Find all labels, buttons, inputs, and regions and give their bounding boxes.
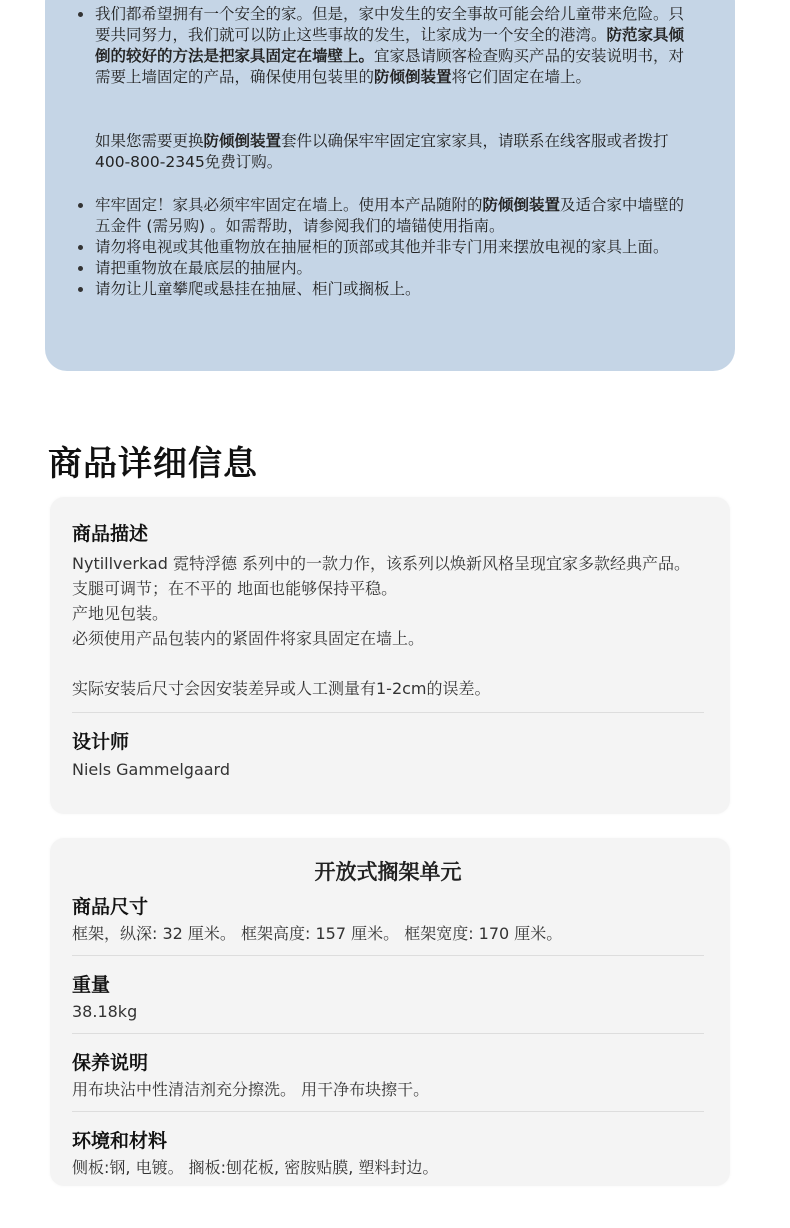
dimensions-text: 框架，纵深: 32 厘米。 框架高度: 157 厘米。 框架宽度: 170 厘米。 xyxy=(72,924,563,943)
page-section-title: 商品详细信息 xyxy=(48,444,258,484)
safety-notice-box xyxy=(45,0,735,371)
safety-replacement-paragraph: 如果您需要更换防倾倒装置套件以确保牢牢固定宜家家具，请联系在线客服或者拨打400-800-2345免费订购。 xyxy=(95,132,669,171)
description-text xyxy=(72,551,704,701)
spec-card-title: 开放式搁架单元 xyxy=(314,860,462,884)
safety-bullet-5: 请勿让儿童攀爬或悬挂在抽屉、柜门或搁板上。 xyxy=(95,279,695,300)
safety-bullet-4: 请把重物放在最底层的抽屉内。 xyxy=(95,258,695,279)
description-line: 产地见包装。 xyxy=(72,604,169,623)
description-heading: 商品描述 xyxy=(72,523,149,545)
safety-list-top xyxy=(95,4,695,88)
description-card xyxy=(50,497,730,814)
dimensions-heading: 商品尺寸 xyxy=(72,896,149,918)
safety-bullet-3: 请勿将电视或其他重物放在抽屉柜的顶部或其他并非专门用来摆放电视的家具上面。 xyxy=(95,237,695,258)
safety-bullet-2: 牢牢固定！家具必须牢牢固定在墙上。使用本产品随附的防倾倒装置及适合家中墙壁的五金件 (需另购) 。如需帮助，请参阅我们的墙锚使用指南。 xyxy=(95,195,695,237)
description-line: 支腿可调节；在不平的 地面也能够保持平稳。 xyxy=(72,579,398,598)
description-spacer xyxy=(72,651,704,676)
weight-text: 38.18kg xyxy=(72,1002,138,1021)
care-heading: 保养说明 xyxy=(72,1052,149,1074)
divider xyxy=(72,1033,704,1034)
safety-list-bottom xyxy=(95,195,695,300)
materials-heading: 环境和材料 xyxy=(72,1130,168,1152)
description-line: Nytillverkad 霓特浮德 系列中的一款力作，该系列以焕新风格呈现宜家多款经典产品。 xyxy=(72,554,691,573)
divider xyxy=(72,712,704,713)
safety-bullet-1: 我们都希望拥有一个安全的家。但是，家中发生的安全事故可能会给儿童带来危险。只要共同努力，我们就可以防止这些事故的发生，让家成为一个安全的港湾。防范家具倾倒的较好的方法是把家具固定在墙壁上。宜家恳请顾客检查购买产品的安装说明书，对需要上墙固定的产品，确保使用包装里的防倾倒装置将它们固定在墙上。 xyxy=(95,4,695,88)
description-line: 实际安装后尺寸会因安装差异或人工测量有1-2cm的误差。 xyxy=(72,679,491,698)
description-line: 必须使用产品包装内的紧固件将家具固定在墙上。 xyxy=(72,629,425,648)
weight-heading: 重量 xyxy=(72,974,111,996)
divider xyxy=(72,1111,704,1112)
designer-name: Niels Gammelgaard xyxy=(72,760,231,779)
spec-card xyxy=(50,838,730,1186)
materials-text: 侧板:钢, 电镀。 搁板:刨花板, 密胺贴膜, 塑料封边。 xyxy=(72,1158,439,1177)
designer-heading: 设计师 xyxy=(72,731,130,753)
divider xyxy=(72,955,704,956)
care-text: 用布块沾中性清洁剂充分擦洗。 用干净布块擦干。 xyxy=(72,1080,430,1099)
